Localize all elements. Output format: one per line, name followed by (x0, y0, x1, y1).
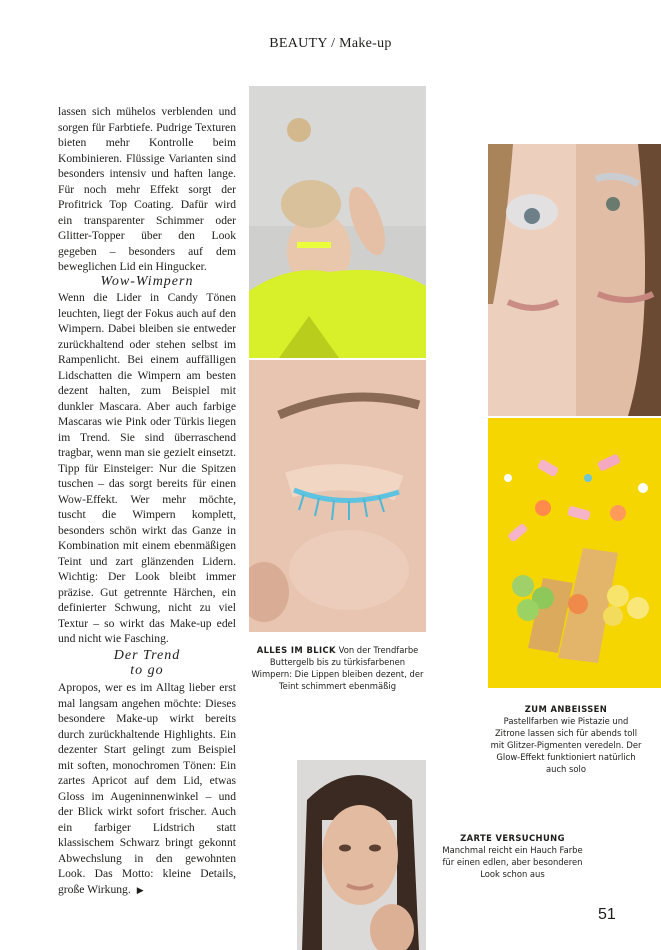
trend-body: Apropos, wer es im Alltag lieber erst mal langsam angehen möchte: Dieses besondere Make-up wirkt bereits durch zurückhaltende Highlights. Ein dezenter Start gelingt zum Beispiel mit soften, monochromen Tönen: Ein zartes Apricot auf dem Lid, etwas Gloss im Augeninnenwinkel – und der Blick wirkt sofort frischer. Auch ein farbiger Lidstrich statt klassischem Schwarz bringt gekonnt Abwechslung in den gewohnten Look. Das Motto: kleine Details, große Wirkung. (58, 681, 236, 896)
wimpern-paragraph: Wenn die Lider in Candy Tönen leuchten, liegt der Fokus auch auf den Wimpern. Dabei bleiben sie entweder zurückhaltend oder stehen selbst im Rampenlicht. Bei einem auffälligen Lidschatten die Wimpern am besten dezent halten, zum Beispiel mit dunkler Mascara. Aber auch farbige Mascaras wie Pink oder Türkis liegen im Trend. Sie sind überraschend tragbar, wenn man sie gezielt einsetzt. Tipp für Einsteiger: Nur die Spitzen tuschen – das sorgt bereits für einen Wow-Effekt. Wer mehr möchte, tuscht die Wimpern komplett, besonders schön wirkt das Ganze in Kombination mit einem ebenmäßigen Teint und zart glänzenden Lidern. Wichtig: Der Look bleibt immer präzise. Gut getrennte Härchen, ein definierter Schwung, nicht zu viel Textur – so wirkt das Make-up edel und nicht wie Fasching. (58, 291, 236, 645)
caption-alles-im-blick (249, 644, 426, 692)
heading-der-trend (58, 648, 236, 678)
caption-text: Pastellfarben wie Pistazie und Zitrone lassen sich für abends toll mit Glitzer-Pigmenten veredeln. Der Glow-Effekt funktioniert natürlich auch solo (490, 716, 642, 774)
photo-pastel-sweets (488, 418, 661, 688)
section-header: BEAUTY / Make-up (269, 36, 392, 51)
caption-title: ZARTE VERSUCHUNG (460, 833, 565, 843)
photo-subtle-look-model (297, 760, 426, 950)
trend-paragraph (58, 680, 236, 898)
intro-paragraph: lassen sich mühelos verblenden und sorgen für Farbtiefe. Pudrige Texturen bieten mehr Kontrolle beim Kombinieren. Flüssige Varianten sind besonders intensiv und haften lange. Für noch mehr Effekt sorgt der Profitrick Top Coating. Dafür wird ein transparenter Schimmer oder Glitter-Topper über den Look gegeben – besonders auf dem beweglichen Lid ein Hingucker. (58, 105, 236, 273)
end-marker-icon: ▶ (136, 884, 144, 895)
heading-wow-wimpern: Wow-Wimpern (100, 274, 194, 289)
photo-turquoise-lashes (249, 360, 426, 632)
photo-neon-top-model (249, 86, 426, 358)
caption-text: Manchmal reicht ein Hauch Farbe für einen edlen, aber besonderen Look schon aus (442, 845, 583, 879)
caption-title: ALLES IM BLICK (256, 645, 336, 655)
caption-zum-anbeissen (490, 703, 642, 775)
page-number: 51 (598, 906, 616, 923)
heading-line-2: to go (130, 663, 164, 678)
caption-text: Von der Trendfarbe Buttergelb bis zu türkisfarbenen Wimpern: Die Lippen bleiben dezent, der Teint schimmert ebenmäßig (251, 645, 424, 691)
caption-zarte-versuchung (440, 832, 585, 880)
photo-glitter-faces (488, 144, 661, 416)
heading-line-1: Der Trend (113, 648, 181, 663)
caption-title: ZUM ANBEISSEN (524, 704, 608, 714)
